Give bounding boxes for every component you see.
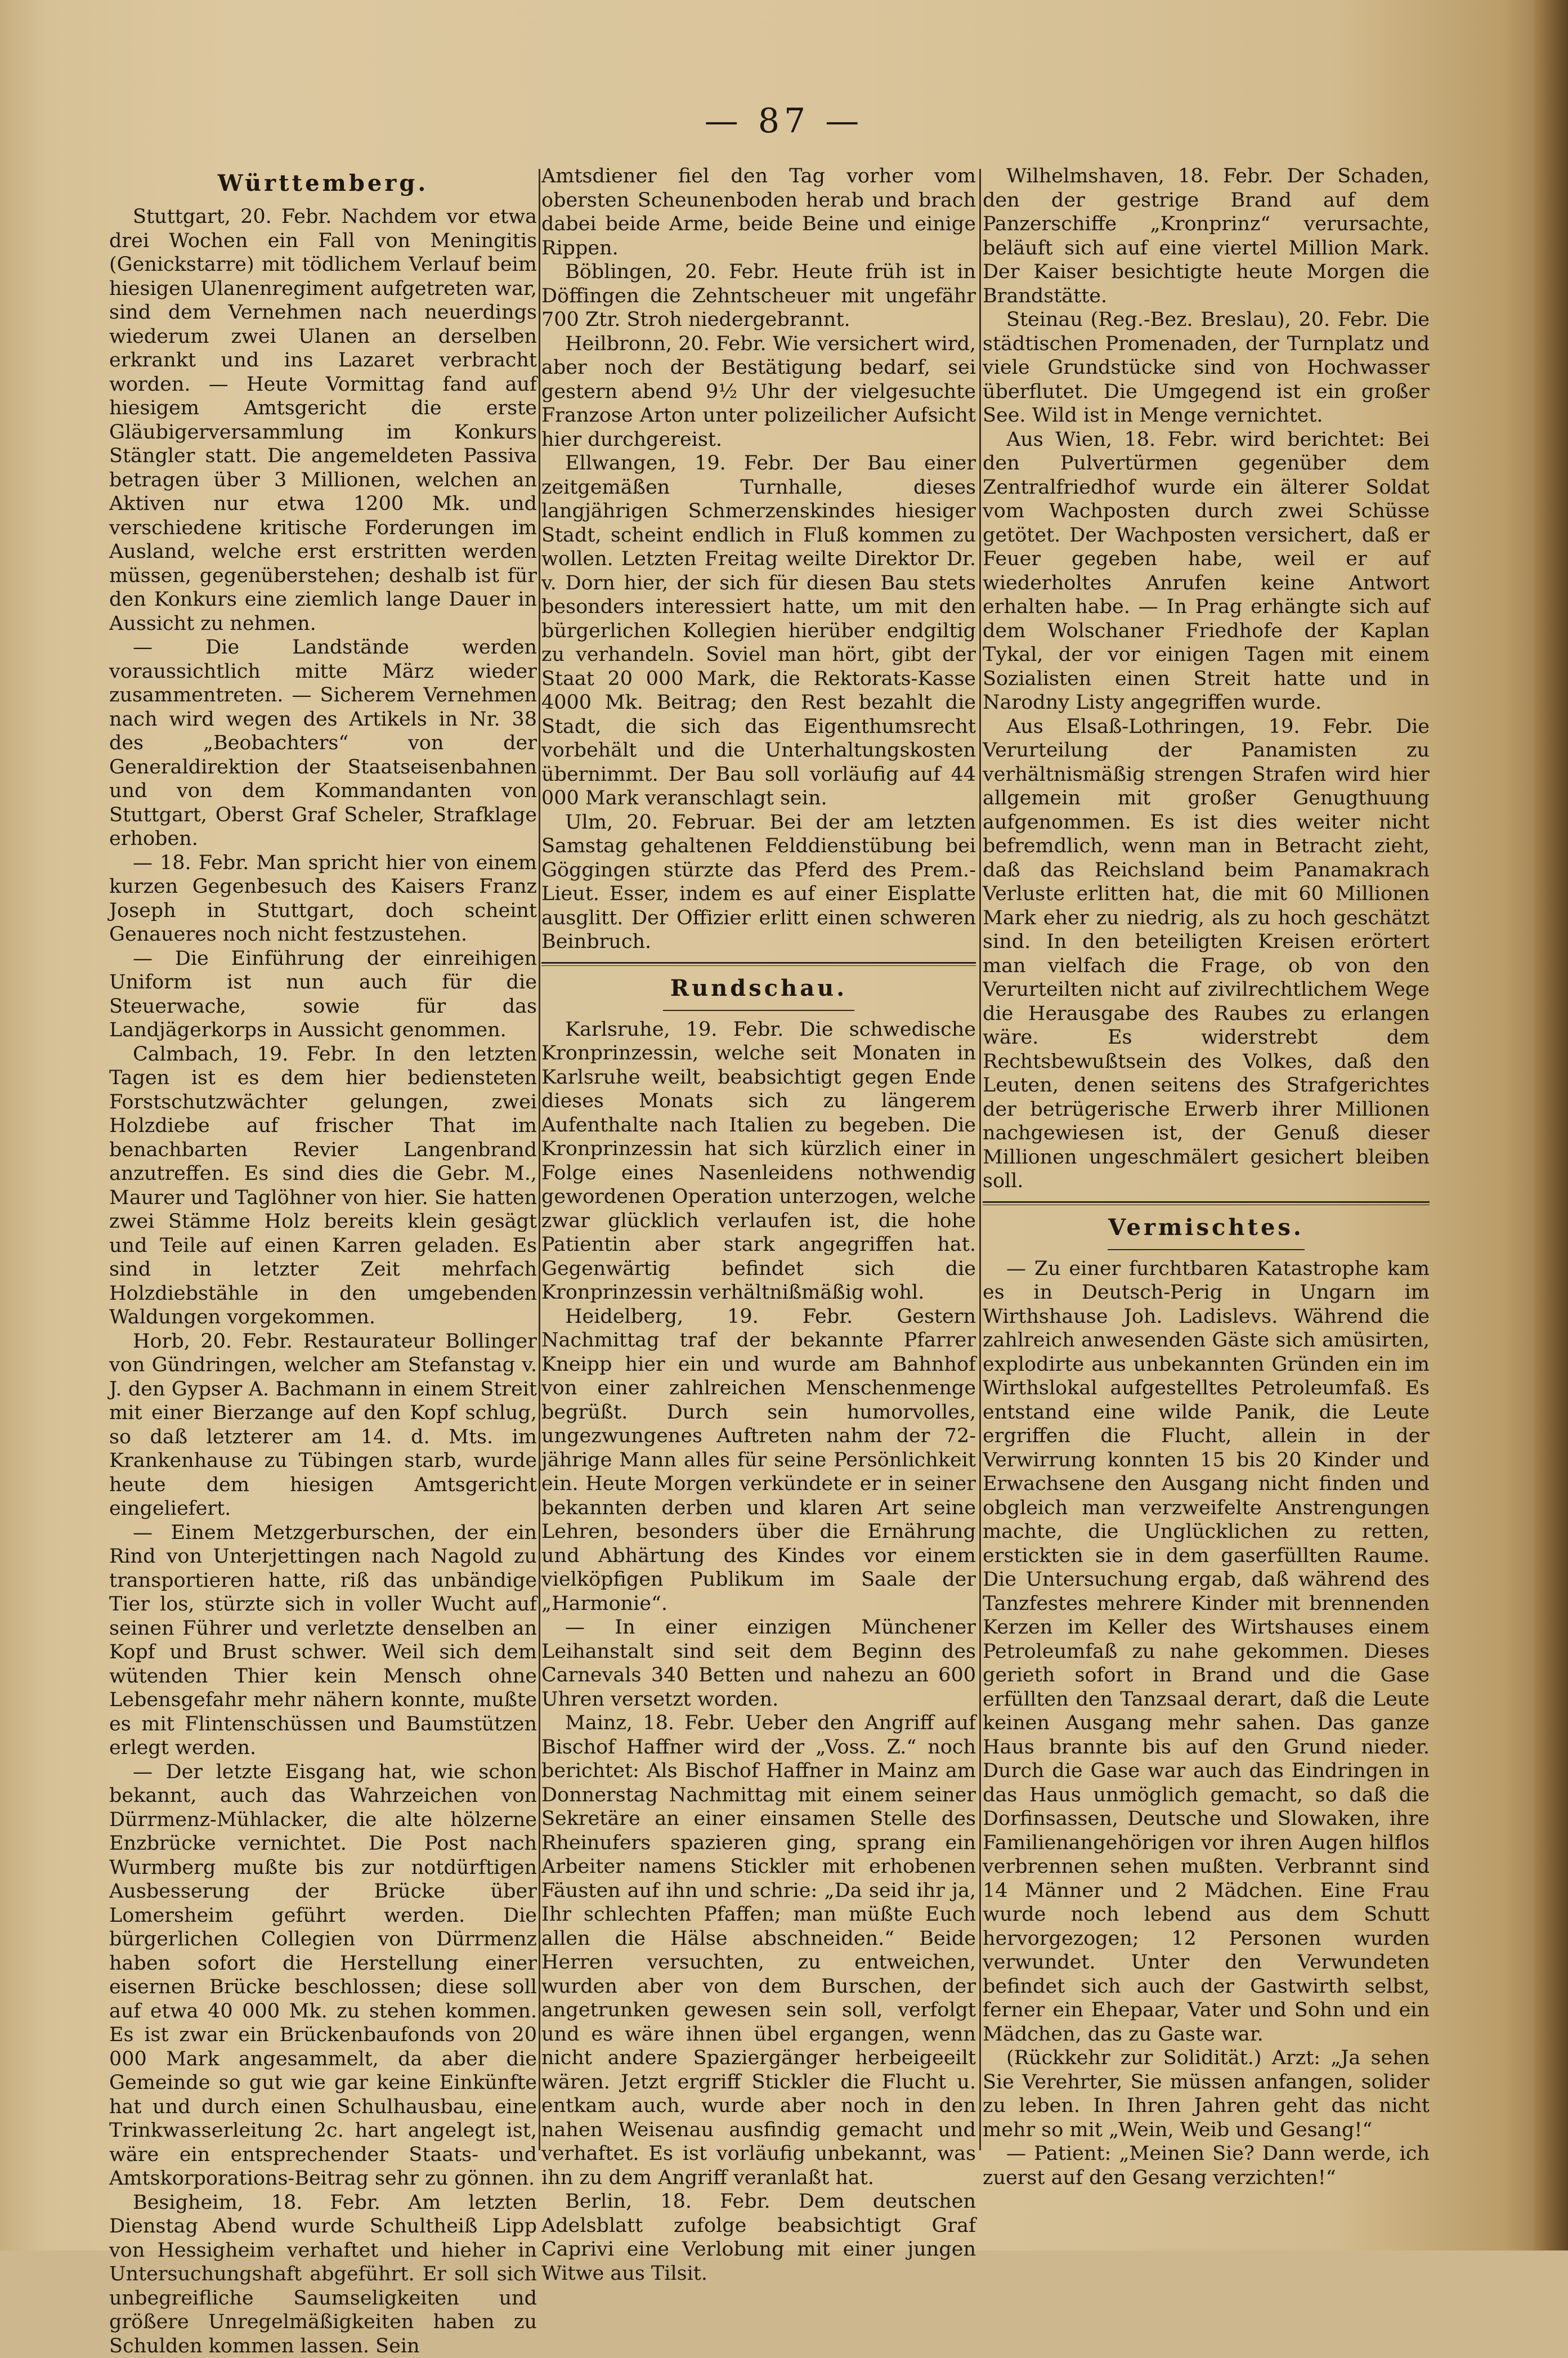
article-paragraph: — Patient: „Meinen Sie? Dann werde, ich zuerst auf den Gesang verzichten!“ bbox=[983, 2142, 1430, 2190]
section-heading-wuerttemberg: Württemberg. bbox=[109, 169, 537, 198]
article-paragraph: Mainz, 18. Febr. Ueber den Angriff auf Bischof Haffner wird der „Voss. Z.“ noch berichtet: Als Bischof Haffner in Mainz am Donnerstag Nachmittag mit einem seiner Sekretäre an einer einsamen Stelle des Rheinufers spazieren ging, sprang ein Arbeiter namens Stickler mit erhobenen Fäusten auf ihn und schrie: „Da seid ihr ja, Ihr schlechten Pfaffen; man müßte Euch allen die Hälse abschneiden.“ Beide Herren versuchten, zu entweichen, wurden aber von dem Burschen, der angetrunken gewesen sein soll, verfolgt und es wäre ihnen übel ergangen, wenn nicht andere Spaziergänger herbeigeeilt wären. Jetzt ergriff Stickler die Flucht u. entkam auch, wurde aber noch in den nahen Weisenau ausfindig gemacht und verhaftet. Es ist vorläufig unbekannt, was ihn zu dem Angriff veranlaßt hat. bbox=[541, 1711, 976, 2190]
article-paragraph: Horb, 20. Febr. Restaurateur Bollinger von Gündringen, welcher am Stefanstag v. J. den Gypser A. Bachmann in einem Streit mit einer Bierzange auf den Kopf schlug, so daß letzterer am 14. d. Mts. im Krankenhause zu Tübingen starb, wurde heute dem hiesigen Amtsgericht eingeliefert. bbox=[109, 1330, 537, 1521]
section-rule bbox=[541, 962, 976, 966]
article-paragraph: — Zu einer furchtbaren Katastrophe kam es in Deutsch-Perig in Ungarn im Wirthshause Joh. Ladislevs. Während die zahlreich anwesenden Gäste sich amüsirten, explodirte aus unbekannten Gründen ein im Wirthslokal aufgestelltes Petroleumfaß. Es entstand eine wilde Panik, die Leute ergriffen die Flucht, allein in der Verwirrung konnten 15 bis 20 Kinder und Erwachsene den Ausgang nicht finden und obgleich man verzweifelte Anstrengungen machte, die Unglücklichen zu retten, erstickten sie in dem gaserfüllten Raume. Die Untersuchung ergab, daß während des Tanzfestes mehrere Kinder mit brennenden Kerzen im Keller des Wirtshauses einem Petroleumfaß zu nahe gekommen. Dieses gerieth sofort in Brand und die Gase erfüllten den Tanzsaal derart, daß die Leute keinen Ausgang mehr sahen. Das ganze Haus brannte bis auf den Grund nieder. Durch die Gase war auch das Eindringen in das Haus unmöglich gemacht, so daß die Dorfinsassen, Deutsche und Slowaken, ihre Familienangehörigen vor ihren Augen hilflos verbrennen sehen mußten. Verbrannt sind 14 Männer und 2 Mädchen. Eine Frau wurde noch lebend aus dem Schutt hervorgezogen; 12 Personen wurden verwundet. Unter den Verwundeten befindet sich auch der Gastwirth selbst, ferner ein Ehepaar, Vater und Sohn und ein Mädchen, das zu Gaste war. bbox=[983, 1257, 1430, 2047]
section-heading-vermischtes: Vermischtes. bbox=[983, 1213, 1430, 1242]
article-paragraph: Heidelberg, 19. Febr. Gestern Nachmittag traf der bekannte Pfarrer Kneipp hier ein und wurde am Bahnhof von einer zahlreichen Menschenmenge begrüßt. Durch sein humorvolles, ungezwungenes Auftreten nahm der 72-jährige Mann alles für seine Persönlichkeit ein. Heute Morgen verkündete er in seiner bekannten derben und klaren Art seine Lehren, besonders über die Ernährung und Abhärtung des Kindes vor einem vielköpfigen Publikum im Saale der „Harmonie“. bbox=[541, 1305, 976, 1616]
article-paragraph: Aus Wien, 18. Febr. wird berichtet: Bei den Pulvertürmen gegenüber dem Zentralfriedhof wurde ein älterer Soldat vom Wachposten durch zwei Schüsse getötet. Der Wachposten versichert, daß er Feuer gegeben habe, weil er auf wiederholtes Anrufen keine Antwort erhalten habe. — In Prag erhängte sich auf dem Wolschaner Friedhofe der Kaplan Tykal, der vor einigen Tagen mit einem Sozialisten einen Streit hatte und in Narodny Listy angegriffen wurde. bbox=[983, 428, 1430, 715]
article-paragraph: Karlsruhe, 19. Febr. Die schwedische Kronprinzessin, welche seit Monaten in Karlsruhe weilt, beabsichtigt gegen Ende dieses Monats sich zu längerem Aufenthalte nach Italien zu begeben. Die Kronprinzessin hat sich kürzlich einer in Folge eines Nasenleidens nothwendig gewordenen Operation unterzogen, welche zwar glücklich verlaufen ist, die hohe Patientin aber stark angegriffen hat. Gegenwärtig befindet sich die Kronprinzessin verhältnißmäßig wohl. bbox=[541, 1018, 976, 1305]
heading-underline bbox=[663, 1010, 854, 1011]
column-divider bbox=[979, 169, 981, 2150]
heading-underline bbox=[1108, 1249, 1304, 1250]
article-paragraph: Heilbronn, 20. Febr. Wie versichert wird, aber noch der Bestätigung bedarf, sei gestern abend 9½ Uhr der vielgesuchte Franzose Arton unter polizeilicher Aufsicht hier durchgereist. bbox=[541, 332, 976, 452]
article-paragraph: Berlin, 18. Febr. Dem deutschen Adelsblatt zufolge beabsichtigt Graf Caprivi eine Verlobung mit einer jungen Witwe aus Tilsit. bbox=[541, 2190, 976, 2285]
article-paragraph: Ellwangen, 19. Febr. Der Bau einer zeitgemäßen Turnhalle, dieses langjährigen Schmerzenskindes hiesiger Stadt, scheint endlich in Fluß kommen zu wollen. Letzten Freitag weilte Direktor Dr. v. Dorn hier, der sich für diesen Bau stets besonders interessiert hatte, um mit den bürgerlichen Kollegien hierüber endgiltig zu verhandeln. Soviel man hört, gibt der Staat 20 000 Mark, die Rektorats-Kasse 4000 Mk. Beitrag; den Rest bezahlt die Stadt, die sich das Eigenthumsrecht vorbehält und die Unterhaltungskosten übernimmt. Der Bau soll vorläufig auf 44 000 Mark veranschlagt sein. bbox=[541, 451, 976, 811]
article-paragraph: Amtsdiener fiel den Tag vorher vom obersten Scheunenboden herab und brach dabei beide Arme, beide Beine und einige Rippen. bbox=[541, 164, 976, 260]
column-1 bbox=[109, 164, 537, 2168]
article-paragraph: — Einem Metzgerburschen, der ein Rind von Unterjettingen nach Nagold zu transportieren hatte, riß das unbändige Tier los, stürzte sich in voller Wucht auf seinen Führer und verletzte denselben an Kopf und Brust schwer. Weil sich dem wütenden Thier kein Mensch ohne Lebensgefahr mehr nähern konnte, mußte es mit Flintenschüssen und Baumstützen erlegt werden. bbox=[109, 1521, 537, 1760]
article-paragraph: Besigheim, 18. Febr. Am letzten Dienstag Abend wurde Schultheiß Lipp von Hessigheim verhaftet und hieher in Untersuchungshaft abgeführt. Er soll sich unbegreifliche Saumseligkeiten und größere Unregelmäßigkeiten haben zu Schulden kommen lassen. Sein bbox=[109, 2191, 537, 2358]
page-number: — 87 — bbox=[0, 101, 1568, 141]
section-heading-rundschau: Rundschau. bbox=[541, 974, 976, 1003]
article-paragraph: Ulm, 20. Februar. Bei der am letzten Samstag gehaltenen Felddienstübung bei Göggingen stürzte das Pferd des Prem.-Lieut. Esser, indem es auf einer Eisplatte ausglitt. Der Offizier erlitt einen schweren Beinbruch. bbox=[541, 811, 976, 954]
article-paragraph: — Die Einführung der einreihigen Uniform ist nun auch für die Steuerwache, sowie für das Landjägerkorps in Aussicht genommen. bbox=[109, 947, 537, 1042]
article-paragraph: (Rückkehr zur Solidität.) Arzt: „Ja sehen Sie Verehrter, Sie müssen anfangen, solider zu leben. In Ihren Jahren geht das nicht mehr so mit „Wein, Weib und Gesang!“ bbox=[983, 2046, 1430, 2142]
article-paragraph: — In einer einzigen Münchener Leihanstalt sind seit dem Beginn des Carnevals 340 Betten und nahezu an 600 Uhren versetzt worden. bbox=[541, 1616, 976, 1711]
article-paragraph: Aus Elsaß-Lothringen, 19. Febr. Die Verurteilung der Panamisten zu verhältnismäßig strengen Strafen wird hier allgemein mit großer Genugthuung aufgenommen. Es ist dies weiter nicht befremdlich, wenn man in Betracht zieht, daß das Reichsland beim Panamakrach Verluste erlitten hat, die mit 60 Millionen Mark eher zu niedrig, als zu hoch geschätzt sind. In den beteiligten Kreisen erörtert man vielfach die Frage, ob von den Verurteilten nicht auf zivilrechtlichem Wege die Herausgabe des Raubes zu erlangen wäre. Es widerstrebt dem Rechtsbewußtsein des Volkes, daß den Leuten, denen seitens des Strafgerichtes der betrügerische Erwerb ihrer Millionen nachgewiesen ist, der Genuß dieser Millionen ungeschmälert gesichert bleiben soll. bbox=[983, 715, 1430, 1193]
column-divider bbox=[539, 169, 540, 2150]
article-paragraph: — Der letzte Eisgang hat, wie schon bekannt, auch das Wahrzeichen von Dürrmenz-Mühlacker, die alte hölzerne Enzbrücke vernichtet. Die Post nach Wurmberg mußte bis zur notdürftigen Ausbesserung der Brücke über Lomersheim geführt werden. Die bürgerlichen Collegien von Dürrmenz haben sofort die Herstellung einer eisernen Brücke beschlossen; diese soll auf etwa 40 000 Mk. zu stehen kommen. Es ist zwar ein Brückenbaufonds von 20 000 Mark angesammelt, da aber die Gemeinde so gut wie gar keine Einkünfte hat und durch einen Schulhausbau, eine Trinkwasserleitung 2c. hart angelegt ist, wäre ein entsprechender Staats- und Amtskorporations-Beitrag sehr zu gönnen. bbox=[109, 1760, 537, 2191]
column-3 bbox=[983, 164, 1430, 2168]
article-paragraph: Böblingen, 20. Febr. Heute früh ist in Döffingen die Zehntscheuer mit ungefähr 700 Ztr. Stroh niedergebrannt. bbox=[541, 260, 976, 332]
article-paragraph: Steinau (Reg.-Bez. Breslau), 20. Febr. Die städtischen Promenaden, der Turnplatz und viele Grundstücke sind von Hochwasser überflutet. Die Umgegend ist ein großer See. Wild ist in Menge vernichtet. bbox=[983, 308, 1430, 428]
book-binding bbox=[1534, 0, 1568, 2250]
article-paragraph: — Die Landstände werden voraussichtlich mitte März wieder zusammentreten. — Sicherem Vernehmen nach wird wegen des Artikels in Nr. 38 des „Beobachters“ von der Generaldirektion der Staatseisenbahnen und von dem Kommandanten von Stuttgart, Oberst Graf Scheler, Strafklage erhoben. bbox=[109, 636, 537, 851]
article-paragraph: Stuttgart, 20. Febr. Nachdem vor etwa drei Wochen ein Fall von Meningitis (Genickstarre) mit tödlichem Verlauf beim hiesigen Ulanenregiment aufgetreten war, sind dem Vernehmen nach neuerdings wiederum zwei Ulanen an derselben erkrankt und ins Lazaret verbracht worden. — Heute Vormittag fand auf hiesigem Amtsgericht die erste Gläubigerversammlung im Konkurs Stängler statt. Die angemeldeten Passiva betragen über 3 Millionen, welchen an Aktiven nur etwa 1200 Mk. und verschiedene kritische Forderungen im Ausland, welche erst erstritten werden müssen, gegenüberstehen; deshalb ist für den Konkurs eine ziemlich lange Dauer in Aussicht zu nehmen. bbox=[109, 205, 537, 636]
article-paragraph: Calmbach, 19. Febr. In den letzten Tagen ist es dem hier bediensteten Forstschutzwächter gelungen, zwei Holzdiebe auf frischer That im benachbarten Revier Langenbrand anzutreffen. Es sind dies die Gebr. M., Maurer und Taglöhner von hier. Sie hatten zwei Stämme Holz bereits klein gesägt und Teile auf einen Karren geladen. Es sind in letzter Zeit mehrfach Holzdiebstähle in den umgebenden Waldungen vorgekommen. bbox=[109, 1042, 537, 1330]
column-2 bbox=[541, 164, 976, 2168]
article-paragraph: — 18. Febr. Man spricht hier von einem kurzen Gegenbesuch des Kaisers Franz Joseph in Stuttgart, doch scheint Genaueres noch nicht festzustehen. bbox=[109, 851, 537, 947]
section-rule bbox=[983, 1201, 1430, 1205]
article-paragraph: Wilhelmshaven, 18. Febr. Der Schaden, den der gestrige Brand auf dem Panzerschiffe „Kronprinz“ verursachte, beläuft sich auf eine viertel Million Mark. Der Kaiser besichtigte heute Morgen die Brandstätte. bbox=[983, 164, 1430, 308]
